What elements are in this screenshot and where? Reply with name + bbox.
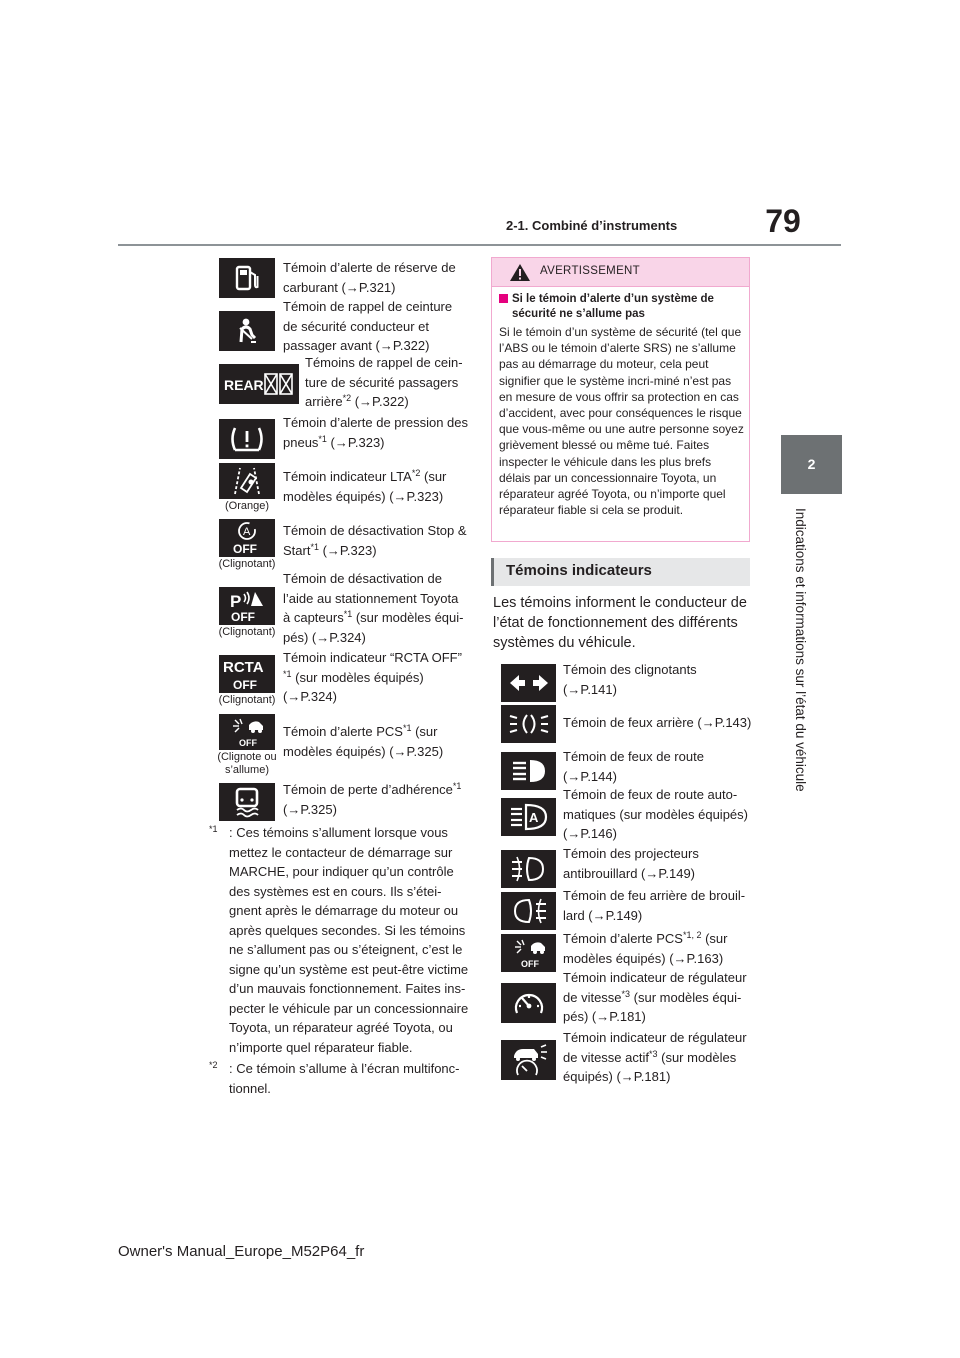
svg-text:REAR: REAR xyxy=(224,377,264,393)
indicator-description: Témoin d’alerte PCS$^{*1}$ (sur modèles équipés) (→P.325) xyxy=(283,723,444,759)
indicator-description: Témoin de feu arrière de brouil-lard (→P.149) xyxy=(563,888,746,923)
warning-body: Si le témoin d’un système de sécurité (tel que l’ABS ou le témoin d’alerte SRS) ne s’allume pas au démarrage du moteur, cela peut signifier que le système incri-miné n’est pas en mesure de vous offrir sa protection en cas d’accident, avec pour conséquences le risque que vous-même ou une autre personne soyez grièvement blessé ou même tué. Faites inspecter le véhicule dans les plus brefs délais par un concessionnaire Toyota, un réparateur agréé Toyota, ou n’importe quel réparateur fiable si cela se produit. xyxy=(499,325,744,518)
lta-icon xyxy=(219,463,275,499)
indicator-status-note: (Clignotant) xyxy=(218,626,276,638)
slip-icon xyxy=(219,783,275,821)
front-fog-icon xyxy=(501,850,556,888)
cruise-control-icon xyxy=(501,983,556,1023)
seatbelt-icon xyxy=(219,311,275,351)
svg-text:A: A xyxy=(528,810,538,825)
svg-text:OFF: OFF xyxy=(239,738,257,748)
high-beam-icon xyxy=(501,752,556,790)
chapter-tab: 2 xyxy=(781,435,842,494)
header-divider xyxy=(118,244,841,246)
indicator-status-note: (Clignotant) xyxy=(218,694,276,706)
parking-sensor-off-icon xyxy=(219,587,275,625)
svg-text:OFF: OFF xyxy=(233,542,257,556)
indicator-description: Témoin de feux de route (→P.144) xyxy=(563,749,704,784)
rear-fog-icon xyxy=(501,892,556,930)
indicator-description: Témoin indicateur de régulateur de vitesse$^{*3}$ (sur modèles équi-pés) (→P.181) xyxy=(563,970,747,1024)
footnote: $^{*2}$ : Ce témoin s’allume à l’écran multifonc-tionnel. xyxy=(209,1060,460,1096)
section-heading-bar xyxy=(491,558,750,586)
auto-high-beam-icon xyxy=(501,798,556,836)
section-heading: Témoins indicateurs xyxy=(506,562,652,579)
indicator-description: Témoins de rappel de cein-ture de sécurité passagers arrière$^{*2}$ (→P.322) xyxy=(305,355,463,409)
footnote: $^{*1}$ : Ces témoins s’allument lorsque vous mettez le contacteur de démarrage sur MARCHE, pour indiquer qu’un contrôle des systèmes est en cours. Ils s’étei-gnent après le démarrage du moteur ou après quelques secondes. Si les témoins ne s’allument pas ou s’éteignent, c’est le signe qu’un système est peut-être victime d’un mauvais fonctionnement. Faites ins-pecter le véhicule par un concessionnaire Toyota, un réparateur agréé Toyota, ou n’importe quel réparateur fiable. xyxy=(209,824,469,1055)
indicator-description: Témoin indicateur de régulateur de vitesse actif$^{*3}$ (sur modèles équipés) (→P.181) xyxy=(563,1030,747,1084)
pcs-off-icon xyxy=(219,714,275,750)
warning-triangle-icon xyxy=(509,263,531,287)
rcta-off-icon xyxy=(219,655,275,693)
svg-text:OFF: OFF xyxy=(520,959,539,969)
chapter-side-label: Indications et informations sur l’état du véhicule xyxy=(793,508,808,792)
warning-title: AVERTISSEMENT xyxy=(540,265,640,277)
indicator-description: Témoin de rappel de ceinture de sécurité conducteur et passager avant (→P.322) xyxy=(283,299,453,353)
svg-text:OFF: OFF xyxy=(231,610,255,624)
indicator-description: Témoin indicateur “RCTA OFF” $^{*1}$ (sur modèles équipés) (→P.324) xyxy=(283,650,462,704)
section-intro: Les témoins informent le conducteur de l’état de fonctionnement des différents systèmes du véhicule. xyxy=(493,595,747,651)
svg-text:RCTA: RCTA xyxy=(223,659,264,676)
stop-start-off-icon xyxy=(219,519,275,557)
tail-light-icon xyxy=(501,705,556,743)
indicator-description: Témoin de désactivation de l’aide au stationnement Toyota à capteurs$^{*1}$ (sur modèles équi-pés) (→P.324) xyxy=(283,571,464,645)
indicator-description: Témoin d’alerte de pression des pneus$^{*1}$ (→P.323) xyxy=(283,415,468,450)
warning-box xyxy=(491,257,750,542)
adaptive-cruise-icon xyxy=(501,1040,556,1080)
svg-text:P: P xyxy=(230,592,242,611)
indicator-status-note: (Clignote ou s’allume) xyxy=(217,751,277,776)
square-bullet-icon xyxy=(499,294,508,303)
indicator-description: Témoin indicateur LTA$^{*2}$ (sur modèles équipés) (→P.323) xyxy=(283,468,447,504)
svg-text:A: A xyxy=(243,526,251,538)
pcs-off-icon xyxy=(501,934,556,972)
turn-signal-icon xyxy=(501,664,556,702)
indicator-description: Témoin d’alerte de réserve de carburant (→P.321) xyxy=(283,260,456,295)
indicator-description: Témoin d’alerte PCS$^{*1, 2}$ (sur modèles équipés) (→P.163) xyxy=(563,930,728,966)
indicator-description: Témoin de feux arrière (→P.143) xyxy=(563,715,752,730)
warning-subtitle: Si le témoin d’alerte d’un système de sécurité ne s’allume pas xyxy=(499,292,745,322)
indicator-description: Témoin des clignotants (→P.141) xyxy=(563,662,697,697)
rear-seatbelt-icon xyxy=(219,364,299,404)
indicator-description: Témoin de désactivation Stop & Start$^{*1}$ (→P.323) xyxy=(283,523,467,558)
indicator-description: Témoin de feux de route auto-matiques (sur modèles équipés) (→P.146) xyxy=(563,787,748,841)
manual-footer: Owner's Manual_Europe_M52P64_fr xyxy=(118,1243,365,1260)
svg-text:OFF: OFF xyxy=(233,678,257,692)
fuel-pump-icon xyxy=(219,258,275,298)
tire-pressure-icon xyxy=(219,419,275,459)
indicator-status-note: (Clignotant) xyxy=(218,558,276,570)
indicator-description: Témoin des projecteurs antibrouillard (→P.149) xyxy=(563,846,699,881)
page-number: 79 xyxy=(765,203,801,239)
section-title: 2-1. Combiné d’instruments xyxy=(506,218,678,233)
footnotes xyxy=(209,823,471,1100)
indicator-description: Témoin de perte d’adhérence$^{*1}$ (→P.325) xyxy=(283,781,462,817)
warning-header xyxy=(492,258,749,287)
indicator-color-note: (Orange) xyxy=(224,500,270,512)
